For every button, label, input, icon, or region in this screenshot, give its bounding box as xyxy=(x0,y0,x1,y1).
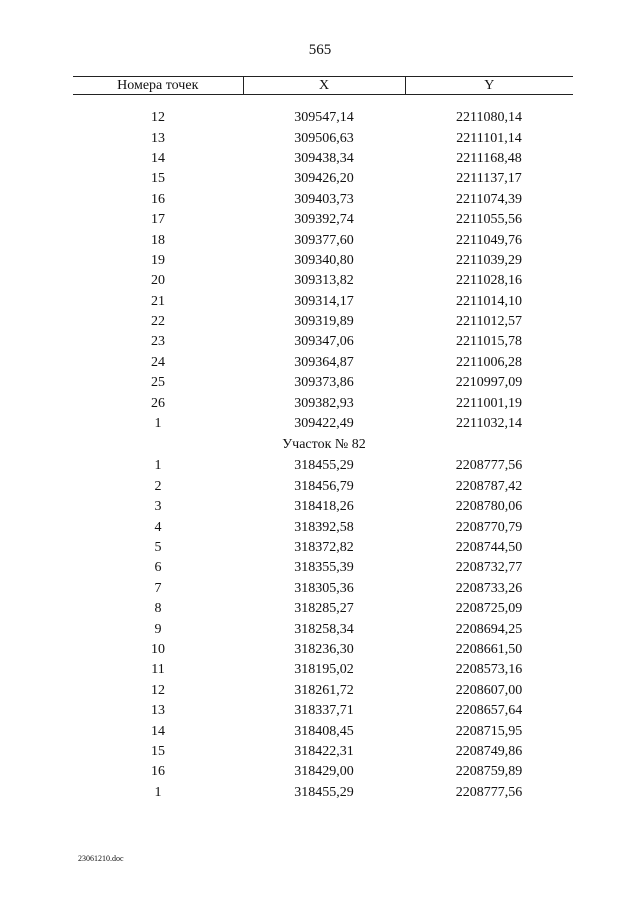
x-coordinate-cell: 318261,72 xyxy=(294,682,354,698)
table-row xyxy=(73,599,573,619)
table-row xyxy=(73,393,573,413)
x-coordinate-cell: 309547,14 xyxy=(294,110,354,126)
header-x: X xyxy=(243,77,405,95)
y-coordinate-cell: 2208732,77 xyxy=(455,560,523,576)
y-coordinate-cell: 2208694,25 xyxy=(455,621,523,637)
table-row xyxy=(73,538,573,558)
x-coordinate-cell: 318355,39 xyxy=(294,560,354,576)
page-number: 565 xyxy=(308,42,332,58)
point-number-cell: 20 xyxy=(151,273,165,289)
table-row xyxy=(73,619,573,639)
table-row xyxy=(73,108,573,128)
point-number-cell: 26 xyxy=(151,395,165,411)
table-row xyxy=(73,149,573,169)
table-row xyxy=(73,292,573,312)
y-coordinate-cell: 2211028,16 xyxy=(456,273,522,289)
point-number-cell: 4 xyxy=(154,519,162,535)
table-row xyxy=(73,762,573,782)
point-number-cell: 12 xyxy=(151,110,165,126)
spacer-row xyxy=(73,95,573,109)
empty-cell xyxy=(73,434,243,456)
point-number-cell: 13 xyxy=(151,130,165,146)
y-coordinate-cell: 2211168,48 xyxy=(456,150,522,166)
x-coordinate-cell: 309426,20 xyxy=(294,171,354,187)
y-coordinate-cell: 2210997,09 xyxy=(455,375,523,391)
x-coordinate-cell: 318418,26 xyxy=(294,499,354,515)
point-number-cell: 25 xyxy=(151,375,165,391)
x-coordinate-cell: 318422,31 xyxy=(294,743,354,759)
table-row xyxy=(73,558,573,578)
y-coordinate-cell: 2211137,17 xyxy=(456,171,522,187)
y-coordinate-cell: 2211101,14 xyxy=(456,130,522,146)
table-row xyxy=(73,721,573,741)
table-row xyxy=(73,251,573,271)
point-number-cell: 21 xyxy=(151,293,165,309)
header-y: Y xyxy=(405,77,573,95)
point-number-cell: 19 xyxy=(151,252,165,268)
y-coordinate-cell: 2208749,86 xyxy=(455,743,523,759)
table-row xyxy=(73,312,573,332)
x-coordinate-cell: 309506,63 xyxy=(294,130,354,146)
x-coordinate-cell: 309403,73 xyxy=(294,191,354,207)
x-coordinate-cell: 318455,29 xyxy=(294,458,354,474)
x-coordinate-cell: 309340,80 xyxy=(294,252,354,268)
x-coordinate-cell: 318236,30 xyxy=(294,641,354,657)
x-coordinate-cell: 318372,82 xyxy=(294,540,354,555)
x-coordinate-cell: 318408,45 xyxy=(294,723,354,739)
table-row xyxy=(73,456,573,476)
y-coordinate-cell: 2208733,26 xyxy=(455,580,523,596)
table-row xyxy=(73,742,573,762)
section-title-row xyxy=(73,434,573,456)
y-coordinate-cell: 2208661,50 xyxy=(455,641,523,657)
y-coordinate-cell: 2208715,95 xyxy=(455,723,523,739)
y-coordinate-cell: 2211032,14 xyxy=(456,416,522,432)
section-title: Участок № 82 xyxy=(282,437,366,453)
y-coordinate-cell: 2211014,10 xyxy=(456,293,522,309)
point-number-cell: 6 xyxy=(154,560,162,576)
table-row xyxy=(73,353,573,373)
table-row xyxy=(73,190,573,210)
table-row xyxy=(73,414,573,434)
table-row xyxy=(73,579,573,599)
point-number-cell: 22 xyxy=(151,314,165,330)
x-coordinate-cell: 309392,74 xyxy=(294,212,354,228)
point-number-cell: 8 xyxy=(154,601,162,617)
y-coordinate-cell: 2208657,64 xyxy=(455,703,523,719)
x-coordinate-cell: 309313,82 xyxy=(294,273,354,289)
point-number-cell: 1 xyxy=(154,784,162,800)
y-coordinate-cell: 2211012,57 xyxy=(456,314,522,330)
point-number-cell: 14 xyxy=(151,150,165,166)
point-number-cell: 1 xyxy=(154,416,162,432)
table-row xyxy=(73,210,573,230)
x-coordinate-cell: 309438,34 xyxy=(294,150,354,166)
y-coordinate-cell: 2211074,39 xyxy=(456,191,522,207)
x-coordinate-cell: 318429,00 xyxy=(294,764,354,780)
point-number-cell: 2 xyxy=(154,478,162,494)
point-number-cell: 10 xyxy=(151,641,165,657)
y-coordinate-cell: 2208607,00 xyxy=(455,682,523,698)
table-row xyxy=(73,128,573,148)
point-number-cell: 18 xyxy=(151,232,165,248)
table-row xyxy=(73,230,573,250)
table-row xyxy=(73,271,573,291)
y-coordinate-cell: 2208573,16 xyxy=(455,662,523,678)
table-row xyxy=(73,681,573,701)
y-coordinate-cell: 2208744,50 xyxy=(455,540,523,555)
x-coordinate-cell: 309347,06 xyxy=(294,334,354,350)
coordinates-table xyxy=(73,76,573,803)
x-coordinate-cell: 309319,89 xyxy=(294,314,354,330)
point-number-cell: 9 xyxy=(154,621,162,637)
x-coordinate-cell: 309364,87 xyxy=(294,354,354,370)
x-coordinate-cell: 318285,27 xyxy=(294,601,354,617)
table-row xyxy=(73,701,573,721)
point-number-cell: 15 xyxy=(151,743,165,759)
table-body xyxy=(73,95,573,803)
x-coordinate-cell: 318337,71 xyxy=(294,703,354,719)
table-row xyxy=(73,660,573,680)
y-coordinate-cell: 2211055,56 xyxy=(456,212,522,228)
point-number-cell: 3 xyxy=(154,499,162,515)
x-coordinate-cell: 318456,79 xyxy=(294,478,354,494)
point-number-cell: 17 xyxy=(151,212,165,228)
y-coordinate-cell: 2208777,56 xyxy=(455,458,523,474)
table-row xyxy=(73,497,573,517)
y-coordinate-cell: 2208725,09 xyxy=(455,601,523,617)
x-coordinate-cell: 309314,17 xyxy=(294,293,354,309)
point-number-cell: 5 xyxy=(154,540,162,555)
x-coordinate-cell: 318455,29 xyxy=(294,784,354,800)
y-coordinate-cell: 2211039,29 xyxy=(456,252,522,268)
point-number-cell: 1 xyxy=(154,458,162,474)
point-number-cell: 7 xyxy=(154,580,162,596)
footer-file-name: 23061210.doc xyxy=(78,854,124,863)
y-coordinate-cell: 2211080,14 xyxy=(456,110,522,126)
y-coordinate-cell: 2211015,78 xyxy=(456,334,522,350)
table-row xyxy=(73,332,573,352)
table-row xyxy=(73,169,573,189)
point-number-cell: 14 xyxy=(151,723,165,739)
x-coordinate-cell: 318258,34 xyxy=(294,621,354,637)
x-coordinate-cell: 318195,02 xyxy=(294,662,354,678)
x-coordinate-cell: 309377,60 xyxy=(294,232,354,248)
y-coordinate-cell: 2208759,89 xyxy=(455,764,523,780)
y-coordinate-cell: 2211006,28 xyxy=(456,354,522,370)
y-coordinate-cell: 2211049,76 xyxy=(456,232,522,248)
table-row xyxy=(73,373,573,393)
point-number-cell: 12 xyxy=(151,682,165,698)
table-row xyxy=(73,783,573,803)
point-number-cell: 16 xyxy=(151,191,165,207)
table-header xyxy=(73,77,573,95)
point-number-cell: 23 xyxy=(151,334,165,350)
x-coordinate-cell: 309422,49 xyxy=(294,416,354,432)
point-number-cell: 15 xyxy=(151,171,165,187)
table-header-row xyxy=(73,77,573,95)
x-coordinate-cell: 309382,93 xyxy=(294,395,354,411)
y-coordinate-cell: 2208770,79 xyxy=(455,519,523,535)
point-number-cell: 13 xyxy=(151,703,165,719)
header-point-numbers: Номера точек xyxy=(73,77,243,95)
table-row xyxy=(73,640,573,660)
x-coordinate-cell: 318305,36 xyxy=(294,580,354,596)
point-number-cell: 24 xyxy=(151,354,165,370)
spacer-cell xyxy=(73,95,573,109)
y-coordinate-cell: 2208780,06 xyxy=(455,499,523,515)
point-number-cell: 16 xyxy=(151,764,165,780)
x-coordinate-cell: 318392,58 xyxy=(294,519,354,535)
table-row xyxy=(73,477,573,497)
empty-cell xyxy=(405,434,573,456)
table-row xyxy=(73,517,573,537)
y-coordinate-cell: 2208787,42 xyxy=(455,478,523,494)
y-coordinate-cell: 2211001,19 xyxy=(456,395,522,411)
y-coordinate-cell: 2208777,56 xyxy=(455,784,523,800)
x-coordinate-cell: 309373,86 xyxy=(294,375,354,391)
point-number-cell: 11 xyxy=(151,662,165,678)
